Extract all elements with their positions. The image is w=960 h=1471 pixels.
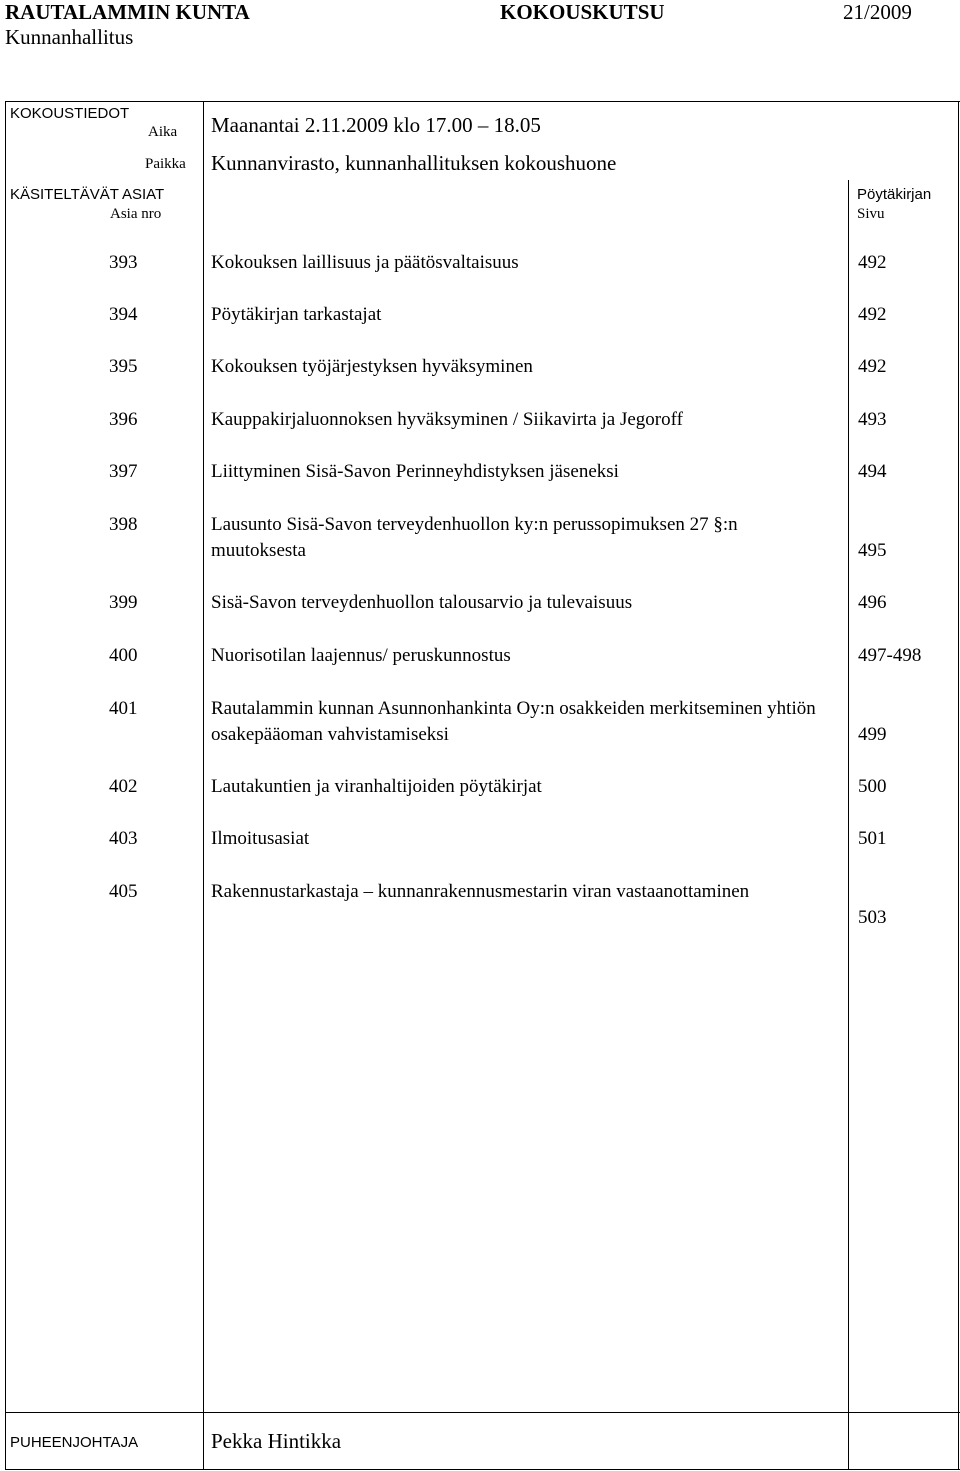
page-label: Sivu <box>857 206 885 222</box>
agenda-number-label: Asia nro <box>110 206 162 222</box>
document-type: KOKOUSKUTSU <box>500 0 665 24</box>
item-number: 395 <box>109 356 138 377</box>
column-divider-left <box>203 101 204 1470</box>
meeting-info-label: KOKOUSTIEDOT <box>10 105 130 122</box>
item-page: 495 <box>858 540 887 561</box>
item-title: Sisä-Savon terveydenhuollon talousarvio ja tulevaisuus <box>211 592 633 613</box>
document-number: 21/2009 <box>843 0 912 24</box>
item-page: 499 <box>858 724 887 745</box>
item-title: Nuorisotilan laajennus/ peruskunnostus <box>211 645 511 666</box>
item-page: 492 <box>858 252 887 273</box>
item-number: 403 <box>109 828 138 849</box>
item-number: 396 <box>109 409 138 430</box>
item-title: Kauppakirjaluonnoksen hyväksyminen / Siikavirta ja Jegoroff <box>211 409 683 430</box>
item-number: 397 <box>109 461 138 482</box>
item-title: Lausunto Sisä-Savon terveydenhuollon ky:n perussopimuksen 27 §:n muutoksesta <box>211 514 738 561</box>
item-page: 496 <box>858 592 887 613</box>
item-number: 405 <box>109 881 138 902</box>
municipality-name: RAUTALAMMIN KUNTA <box>5 0 250 24</box>
item-title: Liittyminen Sisä-Savon Perinneyhdistyksen jäseneksi <box>211 461 619 482</box>
item-number: 394 <box>109 304 138 325</box>
item-title: Rautalammin kunnan Asunnonhankinta Oy:n osakkeiden merkitseminen yhtiön osakepääoman vahvistamiseksi <box>211 698 816 745</box>
time-label: Aika <box>148 124 178 140</box>
item-number: 402 <box>109 776 138 797</box>
column-divider-right <box>848 180 849 1469</box>
item-title: Kokouksen työjärjestyksen hyväksyminen <box>211 356 533 377</box>
item-title: Kokouksen laillisuus ja päätösvaltaisuus <box>211 252 519 273</box>
item-page: 494 <box>858 461 887 482</box>
item-page: 497-498 <box>858 645 922 666</box>
chair-name: Pekka Hintikka <box>211 1429 342 1453</box>
place-label: Paikka <box>145 156 186 172</box>
meeting-time: Maanantai 2.11.2009 klo 17.00 – 18.05 <box>211 113 541 137</box>
item-number: 399 <box>109 592 138 613</box>
item-page: 500 <box>858 776 887 797</box>
table-right-border <box>958 101 959 1470</box>
item-page: 501 <box>858 828 887 849</box>
table-top-border <box>5 101 960 102</box>
minutes-label: Pöytäkirjan <box>857 186 932 203</box>
item-title: Rakennustarkastaja – kunnanrakennusmestarin viran vastaanottaminen <box>211 881 750 902</box>
agenda-section-label: KÄSITELTÄVÄT ASIAT <box>10 186 165 203</box>
table-bottom-border <box>5 1469 960 1470</box>
item-number: 401 <box>109 698 138 719</box>
table-left-border <box>5 101 6 1470</box>
organ-name: Kunnanhallitus <box>5 25 134 49</box>
chair-label: PUHEENJOHTAJA <box>10 1434 139 1451</box>
item-title: Lautakuntien ja viranhaltijoiden pöytäkirjat <box>211 776 542 797</box>
item-title: Ilmoitusasiat <box>211 828 310 849</box>
meeting-place: Kunnanvirasto, kunnanhallituksen kokoushuone <box>211 151 617 175</box>
item-page: 503 <box>858 907 887 928</box>
item-number: 400 <box>109 645 138 666</box>
item-number: 393 <box>109 252 138 273</box>
item-number: 398 <box>109 514 138 535</box>
item-page: 493 <box>858 409 887 430</box>
footer-divider <box>5 1412 960 1413</box>
item-page: 492 <box>858 356 887 377</box>
item-page: 492 <box>858 304 887 325</box>
item-title: Pöytäkirjan tarkastajat <box>211 304 382 325</box>
